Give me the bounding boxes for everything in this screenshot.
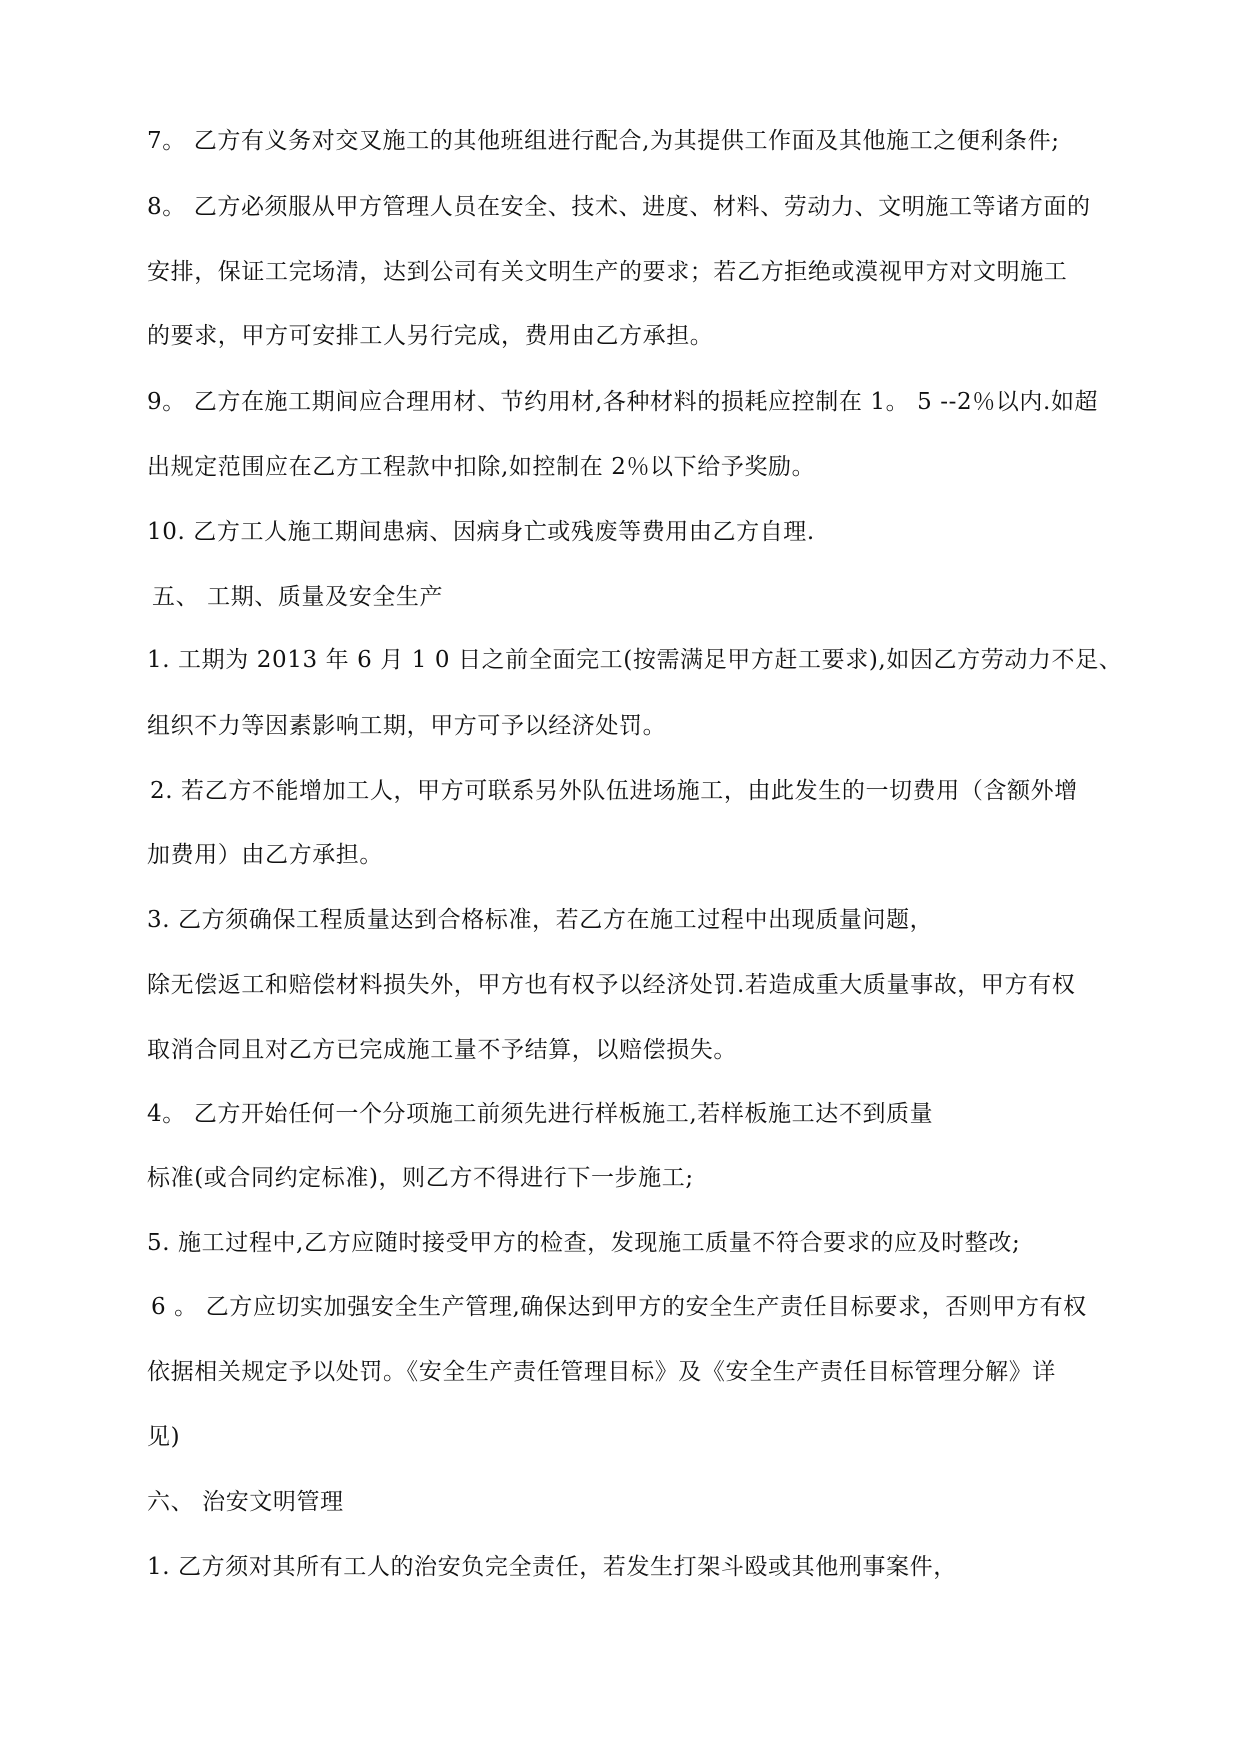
clause-line: 安排，保证工完场清，达到公司有关文明生产的要求；若乙方拒绝或漠视甲方对文明施工 [147, 259, 1068, 285]
clause-line: 的要求，甲方可安排工人另行完成，费用由乙方承担。 [147, 323, 714, 349]
clause-line: 除无偿返工和赔偿材料损失外，甲方也有权予以经济处罚.若造成重大质量事故，甲方有权 [147, 972, 1076, 998]
clause-line: 出规定范围应在乙方工程款中扣除,如控制在 2％以下给予奖励。 [147, 454, 816, 480]
clause-line: 依据相关规定予以处罚。《安全生产责任管理目标》及《安全生产责任目标管理分解》详 [147, 1359, 1056, 1385]
clause-line: 10. 乙方工人施工期间患病、因病身亡或残废等费用由乙方自理. [147, 519, 815, 545]
clause-line: 6 。 乙方应切实加强安全生产管理,确保达到甲方的安全生产责任目标要求，否则甲方有权 [151, 1294, 1087, 1320]
clause-line: 标准(或合同约定标准)，则乙方不得进行下一步施工; [147, 1165, 694, 1191]
clause-line: 8。 乙方必须服从甲方管理人员在安全、技术、进度、材料、劳动力、文明施工等诸方面的 [147, 194, 1091, 220]
clause-line: 组织不力等因素影响工期，甲方可予以经济处罚。 [147, 713, 667, 739]
clause-line: 2. 若乙方不能增加工人，甲方可联系另外队伍进场施工，由此发生的一切费用（含额外增 [150, 778, 1078, 804]
clause-line: 9。 乙方在施工期间应合理用材、节约用材,各种材料的损耗应控制在 1。 5 --2％以内.如超 [147, 389, 1099, 415]
clause-line: 5. 施工过程中,乙方应随时接受甲方的检查，发现施工质量不符合要求的应及时整改; [147, 1230, 1021, 1256]
clause-line: 1. 乙方须对其所有工人的治安负完全责任，若发生打架斗殴或其他刑事案件， [147, 1554, 957, 1580]
clause-line: 1. 工期为 2013 年 6 月 1 0 日之前全面完工(按需满足甲方赶工要求),如因乙方劳动力不足、 [147, 647, 1123, 673]
clause-line: 加费用）由乙方承担。 [147, 842, 383, 868]
clause-line: 4。 乙方开始任何一个分项施工前须先进行样板施工,若样板施工达不到质量 [147, 1101, 934, 1127]
clause-line: 3. 乙方须确保工程质量达到合格标准，若乙方在施工过程中出现质量问题， [147, 907, 934, 933]
section-heading: 五、 工期、质量及安全生产 [152, 584, 444, 610]
clause-line: 取消合同且对乙方已完成施工量不予结算，以赔偿损失。 [147, 1037, 737, 1063]
section-heading: 六、 治安文明管理 [147, 1489, 344, 1515]
clause-line: 见) [147, 1424, 181, 1450]
clause-line: 7。 乙方有义务对交叉施工的其他班组进行配合,为其提供工作面及其他施工之便利条件; [147, 128, 1060, 154]
